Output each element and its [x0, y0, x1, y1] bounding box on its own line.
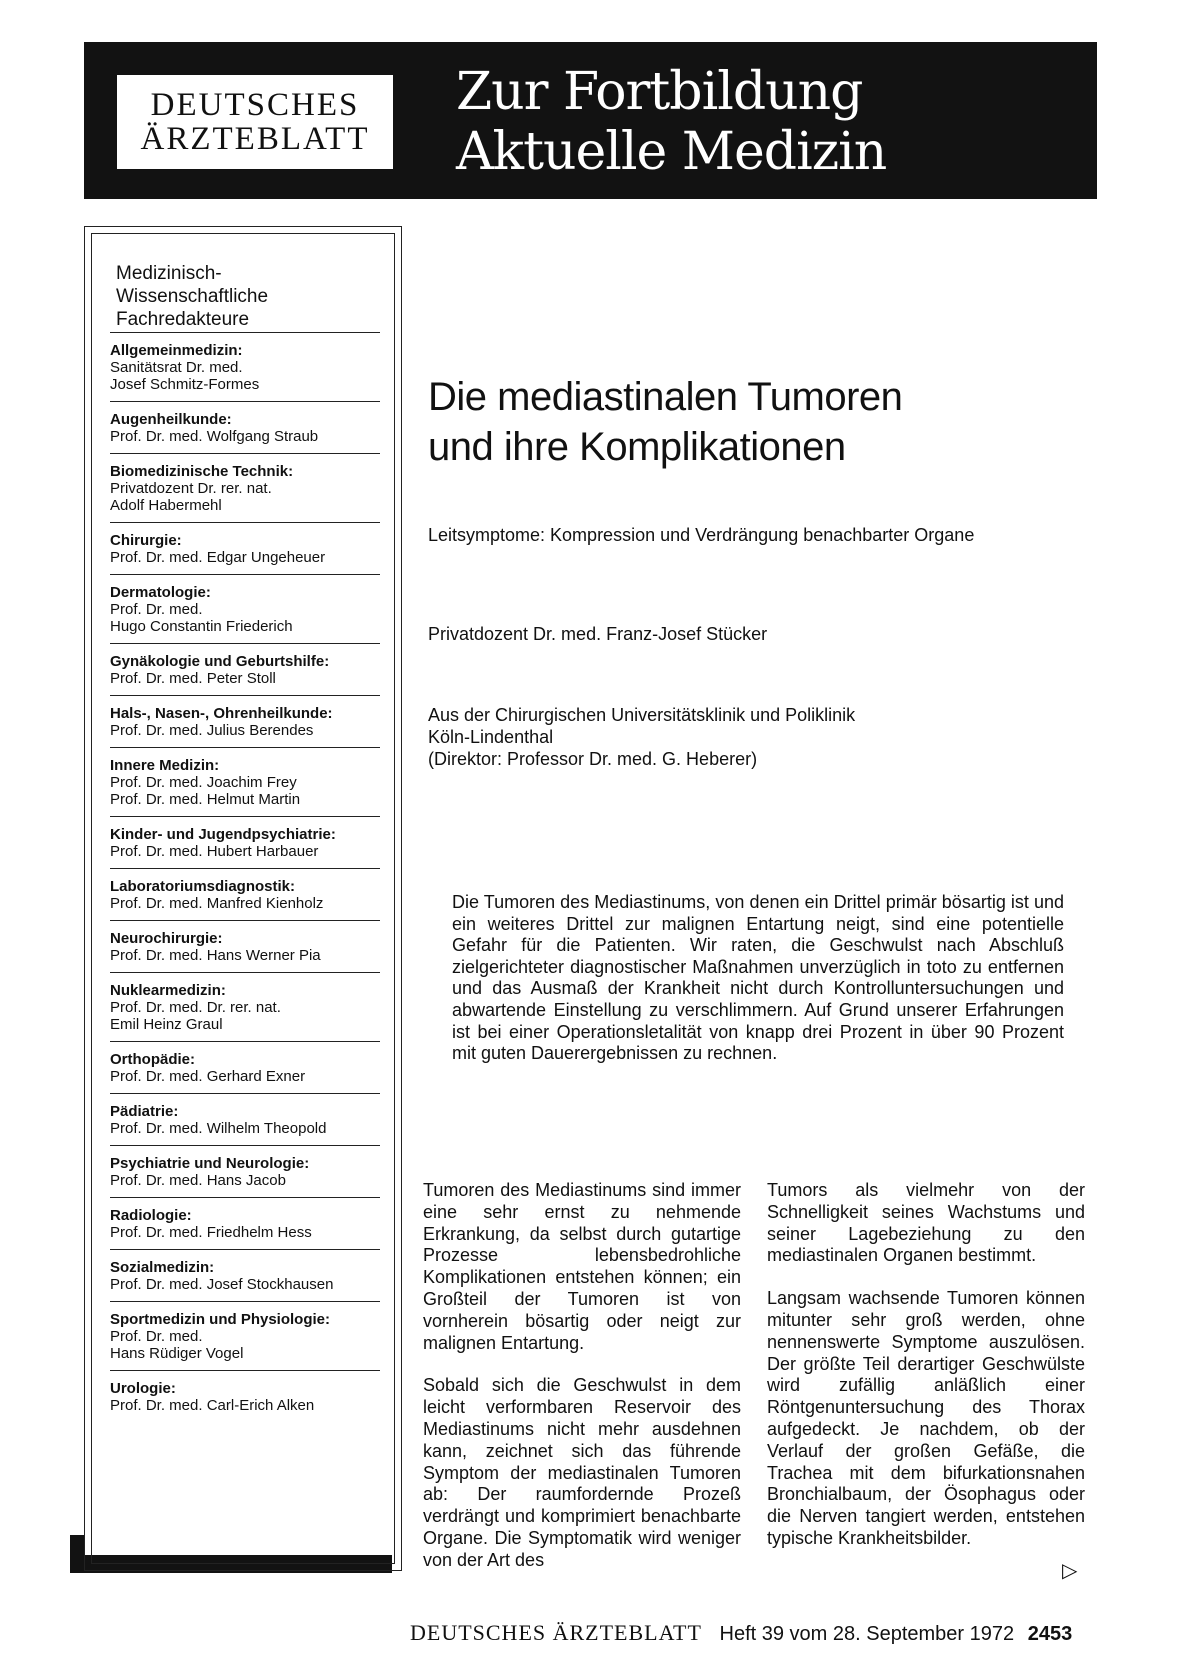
- entry-names: Prof. Dr. med. Joachim Frey Prof. Dr. med. Helmut Martin: [110, 774, 301, 808]
- article-subtitle: Leitsymptome: Kompression und Verdrängung benachbarter Organe: [428, 525, 975, 545]
- paragraph: Tumoren des Mediastinums sind immer eine sehr ernst zu nehmende Erkrankung, da selbst durch gutartige Prozesse lebensbedrohliche Komplikationen entstehen können; ein Großteil der Tumoren ist von vornherein bösartig oder neigt zur malignen Entartung.: [423, 1180, 741, 1353]
- sidebar-heading-line-1: Medizinisch-: [116, 263, 222, 284]
- entry-specialty: Neurochirurgie:: [110, 930, 223, 947]
- entry-names: Prof. Dr. med. Manfred Kienholz: [110, 895, 324, 912]
- affiliation-line-3: (Direktor: Professor Dr. med. G. Heberer): [428, 749, 758, 769]
- entry-names: Prof. Dr. med. Peter Stoll: [110, 670, 276, 687]
- section-title-line-1: Zur Fortbildung: [456, 62, 863, 122]
- entry-specialty: Innere Medizin:: [110, 757, 220, 774]
- author-affiliation: [428, 704, 855, 770]
- editor-entry: [110, 1197, 380, 1249]
- entry-names: Sanitätsrat Dr. med. Josef Schmitz-Formes: [110, 359, 260, 393]
- editor-entry: [110, 972, 380, 1041]
- entry-specialty: Kinder- und Jugendpsychiatrie:: [110, 826, 336, 843]
- page-number: 2453: [1027, 1623, 1073, 1645]
- page-footer: [410, 1620, 1072, 1646]
- editor-entry: [110, 1093, 380, 1145]
- editor-entry: [110, 453, 380, 522]
- article-title-line-2: und ihre Komplikationen: [428, 425, 846, 469]
- paragraph: Tumors als vielmehr von der Schnelligkeit seines Wachstums und seiner Lagebeziehung zu den mediastinalen Organen bestimmt.: [767, 1180, 1085, 1266]
- entry-specialty: Gynäkologie und Geburtshilfe:: [110, 653, 330, 670]
- entry-specialty: Pädiatrie:: [110, 1103, 179, 1120]
- entry-names: Prof. Dr. med. Hans Rüdiger Vogel: [110, 1328, 244, 1362]
- editor-entry: [110, 920, 380, 972]
- entry-names: Prof. Dr. med. Wilhelm Theopold: [110, 1120, 327, 1137]
- article-author: Privatdozent Dr. med. Franz-Josef Stücker: [428, 624, 768, 644]
- editor-entry: [110, 401, 380, 453]
- entry-specialty: Dermatologie:: [110, 584, 211, 601]
- entry-names: Prof. Dr. med. Hans Werner Pia: [110, 947, 321, 964]
- body-column-left: [423, 1180, 741, 1593]
- entry-specialty: Hals-, Nasen-, Ohrenheilkunde:: [110, 705, 333, 722]
- header-banner: [84, 42, 1097, 199]
- journal-logo: [114, 72, 396, 172]
- entry-names: Privatdozent Dr. rer. nat. Adolf Habermehl: [110, 480, 272, 514]
- entry-specialty: Allgemeinmedizin:: [110, 342, 243, 359]
- editor-entry: [110, 868, 380, 920]
- entry-specialty: Psychiatrie und Neurologie:: [110, 1155, 310, 1172]
- entry-specialty: Nuklearmedizin:: [110, 982, 226, 999]
- entry-specialty: Laboratoriumsdiagnostik:: [110, 878, 296, 895]
- entry-names: Prof. Dr. med. Hans Jacob: [110, 1172, 286, 1189]
- editor-entry: [110, 332, 380, 401]
- entry-names: Prof. Dr. med. Edgar Ungeheuer: [110, 549, 326, 566]
- affiliation-line-1: Aus der Chirurgischen Universitätsklinik und Poliklinik: [428, 705, 856, 725]
- entry-names: Prof. Dr. med. Hugo Constantin Friederich: [110, 601, 293, 635]
- editor-entry: [110, 1249, 380, 1301]
- entry-names: Prof. Dr. med. Friedhelm Hess: [110, 1224, 312, 1241]
- paragraph: Sobald sich die Geschwulst in dem leicht verformbaren Reservoir des Mediastinums nicht mehr ausdehnen kann, zeichnet sich das führende Symptom der mediastinalen Tumoren ab: Der raumfordernde Prozeß verdrängt und komprimiert benachbarte Organe. Die Symptomatik wird weniger von der Art des: [423, 1375, 741, 1570]
- editor-entry: [110, 1041, 380, 1093]
- entry-names: Prof. Dr. med. Carl-Erich Alken: [110, 1397, 315, 1414]
- editor-entry: [110, 816, 380, 868]
- article-title: [428, 372, 902, 472]
- section-title-line-2: Aktuelle Medizin: [456, 122, 887, 182]
- entry-specialty: Augenheilkunde:: [110, 411, 232, 428]
- entry-names: Prof. Dr. med. Gerhard Exner: [110, 1068, 306, 1085]
- sidebar-heading-line-2: Wissenschaftliche: [116, 286, 269, 307]
- sidebar-frame: [91, 233, 395, 1564]
- article-abstract: Die Tumoren des Mediastinums, von denen ein Drittel primär bösartig ist und ein weiteres Drittel zur malignen Entartung neigt, sind eine potentielle Gefahr für die Patienten. Wir raten, die Geschwulst nach Abschluß zielgerichteter diagnostischer Maßnahmen unverzüglich in toto zu entfernen und das Ausmaß der Krankheit nicht durch Kontrolluntersuchungen und abwartende Einstellung zu verschlimmern. Auf Grund unserer Erfahrungen ist bei einer Operationsletalität von knapp drei Prozent in über 90 Prozent mit guten Dauerergebnissen zu rechnen.: [452, 892, 1064, 1064]
- sidebar-heading: [116, 262, 268, 331]
- entry-specialty: Sportmedizin und Physiologie:: [110, 1311, 331, 1328]
- entry-specialty: Radiologie:: [110, 1207, 192, 1224]
- entry-names: Prof. Dr. med. Hubert Harbauer: [110, 843, 319, 860]
- continue-arrow-icon: ▷: [1062, 1560, 1078, 1582]
- entry-names: Prof. Dr. med. Josef Stockhausen: [110, 1276, 334, 1293]
- editor-entry: [110, 522, 380, 574]
- logo-line-2: ÄRZTEBLATT: [140, 121, 370, 157]
- entry-names: Prof. Dr. med. Julius Berendes: [110, 722, 314, 739]
- entry-names: Prof. Dr. med. Wolfgang Straub: [110, 428, 319, 445]
- body-column-right: [767, 1180, 1085, 1571]
- affiliation-line-2: Köln-Lindenthal: [428, 727, 554, 747]
- entry-specialty: Biomedizinische Technik:: [110, 463, 294, 480]
- editors-sidebar: [84, 226, 402, 1571]
- editor-entry: [110, 1145, 380, 1197]
- logo-line-1: DEUTSCHES: [150, 87, 360, 123]
- editor-entry: [110, 643, 380, 695]
- editor-entry: [110, 747, 380, 816]
- section-title: [456, 62, 886, 182]
- entry-specialty: Urologie:: [110, 1380, 176, 1397]
- entry-specialty: Chirurgie:: [110, 532, 182, 549]
- footer-issue: Heft 39 vom 28. September 1972: [719, 1623, 1015, 1645]
- editor-list: [110, 332, 380, 1422]
- entry-specialty: Sozialmedizin:: [110, 1259, 215, 1276]
- paragraph: Langsam wachsende Tumoren können mitunter sehr groß werden, ohne nennenswerte Symptome auszulösen. Der größte Teil derartiger Geschwülste wird zufällig anläßlich einer Röntgenuntersuchung des Thorax aufgedeckt. Je nachdem, ob der Verlauf der großen Gefäße, die Trachea mit dem bifurkationsnahen Bronchialbaum, der Ösophagus oder die Nerven tangiert werden, entstehen typische Krankheitsbilder.: [767, 1288, 1085, 1548]
- editor-entry: [110, 574, 380, 643]
- sidebar-heading-line-3: Fachredakteure: [116, 309, 250, 330]
- article-title-line-1: Die mediastinalen Tumoren: [428, 375, 903, 419]
- editor-entry: [110, 1370, 380, 1422]
- sidebar-shadow-left: [70, 1535, 84, 1573]
- entry-names: Prof. Dr. med. Dr. rer. nat. Emil Heinz Graul: [110, 999, 281, 1033]
- editor-entry: [110, 1301, 380, 1370]
- footer-journal: DEUTSCHES ÄRZTEBLATT: [410, 1620, 702, 1645]
- entry-specialty: Orthopädie:: [110, 1051, 195, 1068]
- editor-entry: [110, 695, 380, 747]
